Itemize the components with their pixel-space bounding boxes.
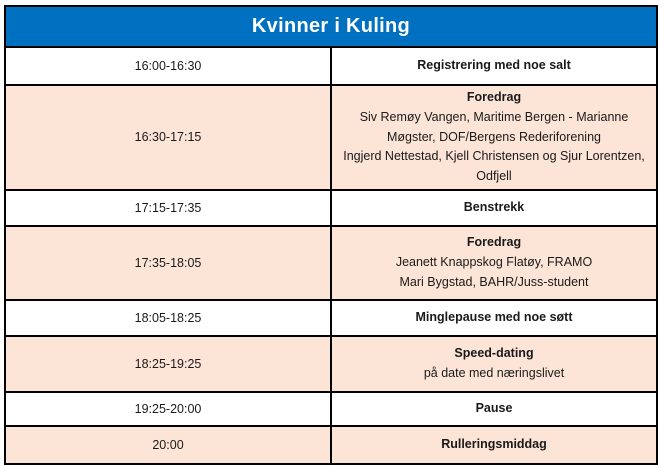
schedule-row (5, 85, 657, 190)
time-cell: 17:35-18:05 (5, 226, 331, 300)
event-cell (331, 300, 657, 336)
page-title: Kvinner i Kuling (5, 6, 657, 47)
event-cell (331, 47, 657, 85)
time-cell: 18:05-18:25 (5, 300, 331, 336)
time-cell: 17:15-17:35 (5, 190, 331, 226)
schedule-row (5, 426, 657, 464)
event-cell (331, 336, 657, 392)
schedule-row (5, 336, 657, 392)
event-title: Foredrag (466, 90, 522, 104)
time-cell: 16:30-17:15 (5, 85, 331, 190)
event-detail: Mari Bygstad, BAHR/Juss-student (399, 274, 589, 289)
schedule-table (4, 5, 658, 465)
event-title: Pause (475, 400, 513, 415)
event-cell (331, 426, 657, 464)
event-detail: Jeanett Knappskog Flatøy, FRAMO (395, 254, 593, 269)
event-title: Registrering med noe salt (417, 58, 571, 73)
schedule-row (5, 392, 657, 426)
schedule-row (5, 190, 657, 226)
event-cell (331, 392, 657, 426)
event-title: Benstrekk (463, 199, 525, 214)
title-row (5, 6, 657, 47)
schedule-row (5, 226, 657, 300)
event-title: Foredrag (466, 235, 522, 250)
event-title: Rulleringsmiddag (441, 436, 547, 451)
time-cell: 19:25-20:00 (5, 392, 331, 426)
event-cell (331, 85, 657, 190)
event-detail: Siv Remøy Vangen, Maritime Bergen - Marianne Møgster, DOF/Bergens Rederiforening (359, 109, 629, 144)
event-detail: Ingjerd Nettestad, Kjell Christensen og Sjur Lorentzen, Odfjell (343, 149, 645, 183)
time-cell: 20:00 (5, 426, 331, 464)
schedule-page (4, 5, 658, 465)
event-cell (331, 226, 657, 300)
event-detail: på date med næringslivet (423, 365, 565, 380)
schedule-row (5, 300, 657, 336)
time-cell: 18:25-19:25 (5, 336, 331, 392)
event-cell (331, 190, 657, 226)
schedule-header (5, 6, 657, 47)
event-title: Speed-dating (454, 346, 534, 360)
time-cell: 16:00-16:30 (5, 47, 331, 85)
schedule-body (5, 47, 657, 464)
event-title: Minglepause med noe søtt (415, 309, 573, 324)
schedule-row (5, 47, 657, 85)
